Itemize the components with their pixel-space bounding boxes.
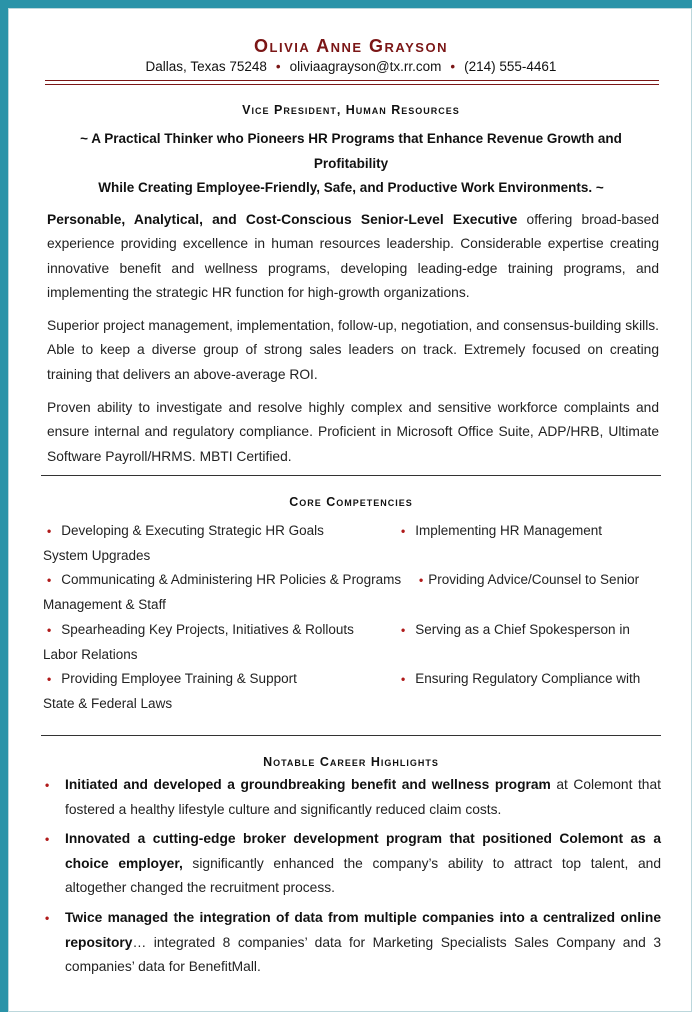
section-divider [41, 475, 661, 476]
competency-continuation: Management & Staff [43, 596, 166, 612]
job-title: Vice President, Human Resources [242, 103, 460, 117]
highlight-text: Initiated and developed a groundbreaking benefit and wellness program at Colemont that fostered a healthy lifestyle culture and significantly reduced claim costs. [65, 777, 661, 817]
summary-headline: Personable, Analytical, and Cost-Conscious Senior-Level Executive [47, 212, 518, 227]
competency-right: • Implementing HR Management [401, 523, 603, 538]
competencies-heading: Core Competencies [289, 495, 413, 509]
competency-right: • Providing Advice/Counsel to Senior [419, 572, 640, 587]
tagline-line-2: Profitability [313, 155, 389, 171]
separator: • [450, 59, 456, 74]
highlights-heading: Notable Career Highlights [263, 755, 439, 769]
bullet-icon: • [47, 524, 52, 538]
competency-continuation: System Upgrades [43, 547, 151, 563]
separator: • [275, 59, 281, 74]
location: Dallas, Texas 75248 [145, 59, 267, 74]
summary-paragraph-1 [47, 208, 659, 305]
highlight-text: Twice managed the integration of data from multiple companies into a centralized online repository… integrated 8 companies’ data for Marketing Specialists Sales Company and 3 companies’ data for BenefitMall. [65, 910, 661, 974]
competency-left: • Providing Employee Training & Support [47, 671, 297, 686]
bullet-icon: • [47, 573, 52, 587]
competency-right: • Ensuring Regulatory Compliance with [401, 671, 641, 686]
bullet-icon: • [45, 832, 50, 846]
section-divider [41, 735, 661, 736]
bullet-icon: • [401, 672, 406, 686]
competency-left: • Communicating & Administering HR Policies & Programs [47, 572, 402, 587]
competency-continuation: Labor Relations [43, 646, 138, 662]
bullet-icon: • [47, 672, 52, 686]
competency-right: • Serving as a Chief Spokesperson in [401, 622, 630, 637]
competency-left: • Spearheading Key Projects, Initiatives & Rollouts [47, 622, 354, 637]
header-divider [45, 80, 659, 85]
highlight-item [41, 773, 661, 822]
summary-paragraph-2: Superior project management, implementation, follow-up, negotiation, and consensus-building skills. Able to keep a diverse group of strong sales leaders on track. Extremely focused on creating training that delivers an above-average ROI. [47, 318, 659, 382]
tagline-line-3: While Creating Employee-Friendly, Safe, and Productive Work Environments. ~ [98, 180, 604, 195]
bullet-icon: • [419, 573, 424, 587]
highlight-item [41, 827, 661, 901]
summary-paragraph-3: Proven ability to investigate and resolve highly complex and sensitive workforce complaints and ensure internal and regulatory compliance. Proficient in Microsoft Office Suite, ADP/HRB, Ultimate Software Payroll/HRMS. MBTI Certified. [47, 400, 659, 464]
tagline [49, 127, 653, 201]
email: oliviaagrayson@tx.rr.com [289, 59, 442, 74]
resume-page [8, 8, 692, 1012]
bullet-icon: • [401, 623, 406, 637]
highlight-item [41, 906, 661, 980]
competency-continuation: State & Federal Laws [43, 695, 173, 711]
candidate-name: Olivia Anne Grayson [254, 36, 448, 56]
contact-line [9, 59, 692, 74]
summary-text-1: offering broad-based experience providing excellence in human resources leadership. Considerable expertise creating innovative benefit and wellness programs, developing leading-edge training programs, and implementing the strategic HR function for high-growth organizations. [47, 212, 659, 300]
highlight-text: Innovated a cutting-edge broker development program that positioned Colemont as a choice employer, significantly enhanced the company’s ability to attract top talent, and altogether changed the recruitment process. [65, 831, 661, 895]
bullet-icon: • [47, 623, 52, 637]
bullet-icon: • [45, 911, 50, 925]
tagline-line-1: ~ A Practical Thinker who Pioneers HR Programs that Enhance Revenue Growth and [80, 131, 622, 146]
competency-left: • Developing & Executing Strategic HR Goals [47, 523, 324, 538]
bullet-icon: • [401, 524, 406, 538]
phone: (214) 555-4461 [464, 59, 557, 74]
bullet-icon: • [45, 778, 50, 792]
